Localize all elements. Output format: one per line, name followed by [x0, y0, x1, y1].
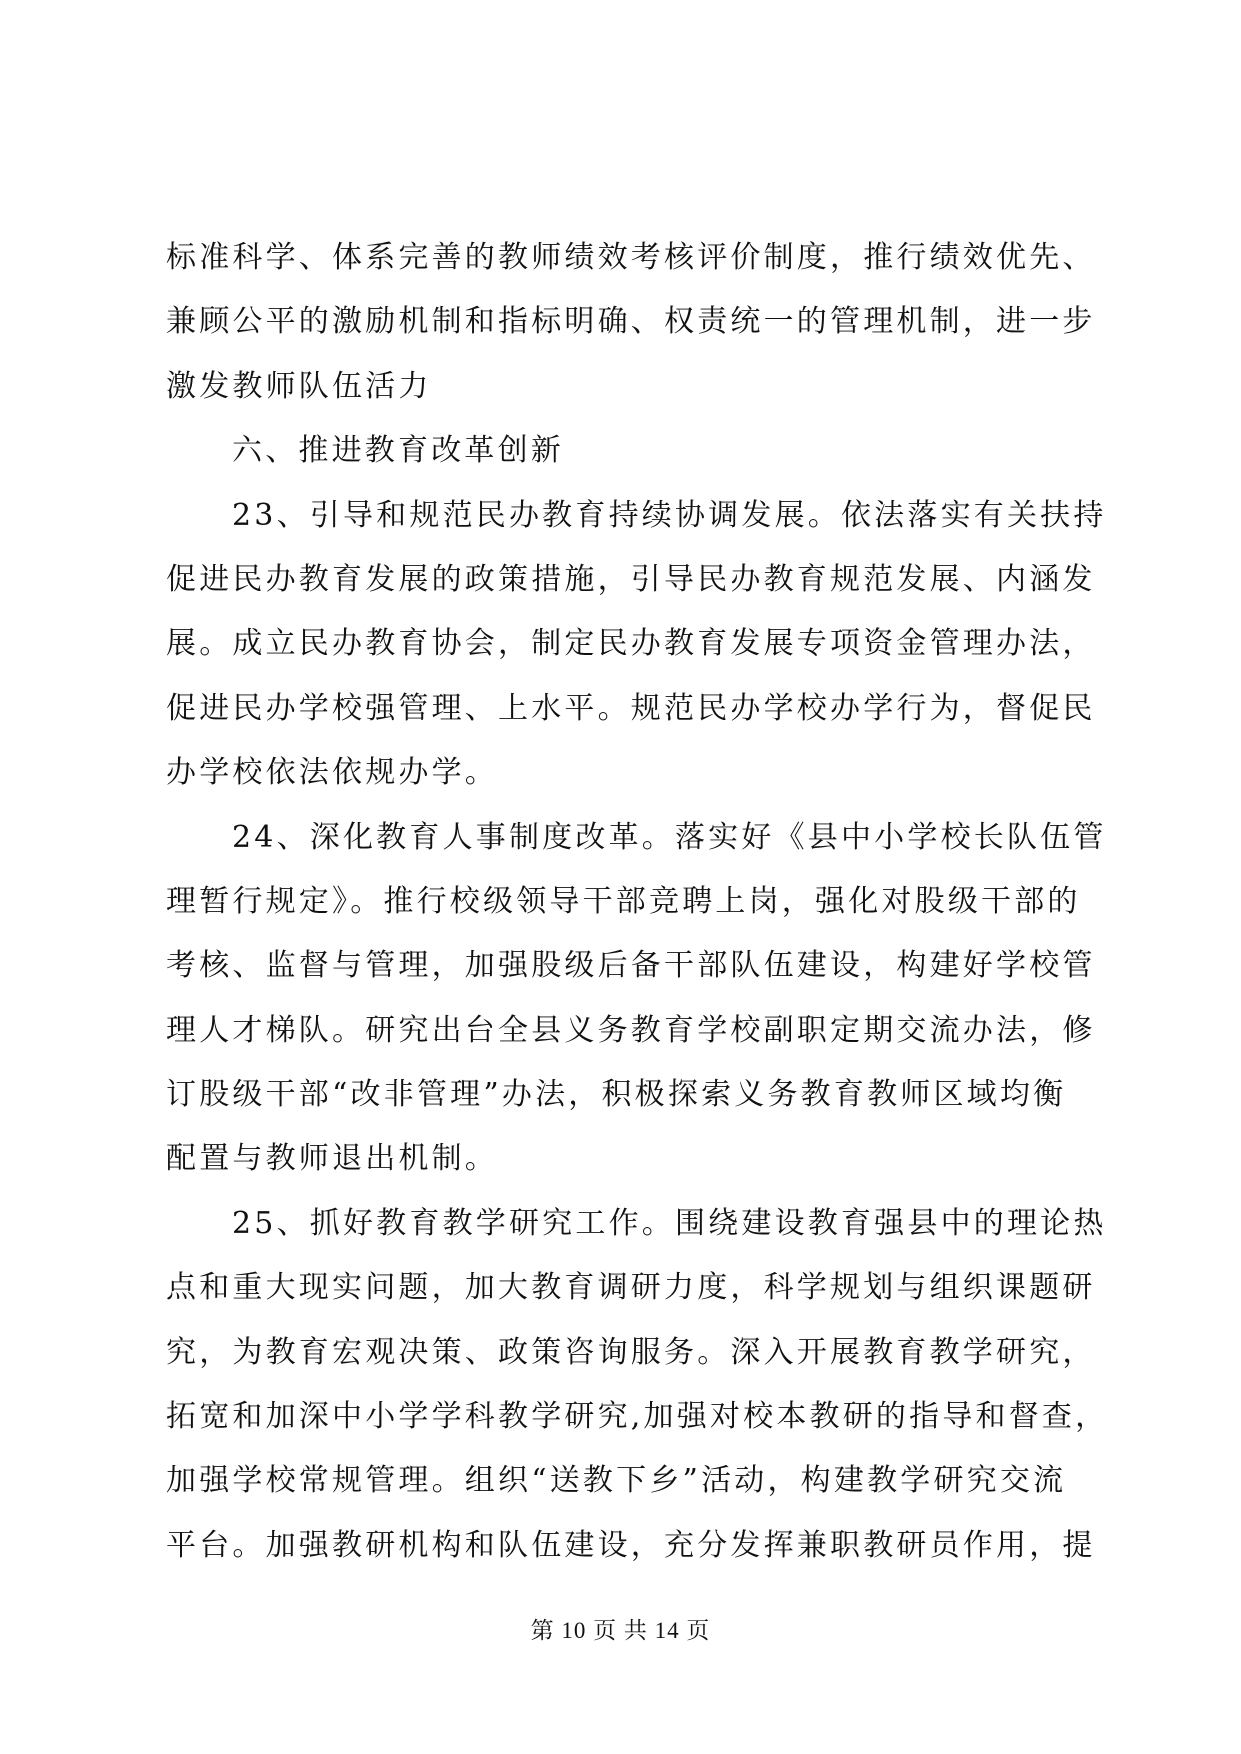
text-line: 理人才梯队。研究出台全县义务教育学校副职定期交流办法，修: [166, 1012, 1096, 1048]
text-line: 23、引导和规范民办教育持续协调发展。依法落实有关扶持: [232, 497, 1107, 533]
text-line: 点和重大现实问题，加大教育调研力度，科学规划与组织课题研: [166, 1270, 1096, 1306]
text-line: 六、推进教育改革创新: [232, 433, 564, 469]
text-line: 展。成立民办教育协会，制定民办教育发展专项资金管理办法，: [166, 626, 1096, 662]
text-line: 拓宽和加深中小学学科教学研究,加强对校本教研的指导和督查，: [166, 1399, 1109, 1435]
text-line: 订股级干部“改非管理”办法，积极探索义务教育教师区域均衡: [166, 1077, 1067, 1113]
text-line: 激发教师队伍活力: [166, 368, 432, 404]
text-line: 25、抓好教育教学研究工作。围绕建设教育强县中的理论热: [232, 1205, 1107, 1241]
text-line: 24、深化教育人事制度改革。落实好《县中小学校长队伍管: [232, 819, 1107, 855]
text-line: 平台。加强教研机构和队伍建设，充分发挥兼职教研员作用，提: [166, 1527, 1096, 1563]
text-line: 加强学校常规管理。组织“送教下乡”活动，构建教学研究交流: [166, 1463, 1067, 1499]
text-line: 兼顾公平的激励机制和指标明确、权责统一的管理机制，进一步: [166, 304, 1096, 340]
text-line: 考核、监督与管理，加强股级后备干部队伍建设，构建好学校管: [166, 948, 1096, 984]
text-line: 促进民办教育发展的政策措施，引导民办教育规范发展、内涵发: [166, 561, 1096, 597]
text-line: 标准科学、体系完善的教师绩效考核评价制度，推行绩效优先、: [166, 240, 1096, 275]
page-footer: 第 10 页 共 14 页: [530, 1618, 711, 1643]
text-line: 究，为教育宏观决策、政策咨询服务。深入开展教育教学研究，: [166, 1334, 1096, 1370]
text-line: 理暂行规定》。推行校级领导干部竞聘上岗，强化对股级干部的: [166, 883, 1081, 919]
text-line: 配置与教师退出机制。: [166, 1141, 498, 1177]
text-line: 办学校依法依规办学。: [166, 755, 498, 791]
text-line: 促进民办学校强管理、上水平。规范民办学校办学行为，督促民: [166, 690, 1096, 726]
document-body: [166, 226, 1109, 1578]
